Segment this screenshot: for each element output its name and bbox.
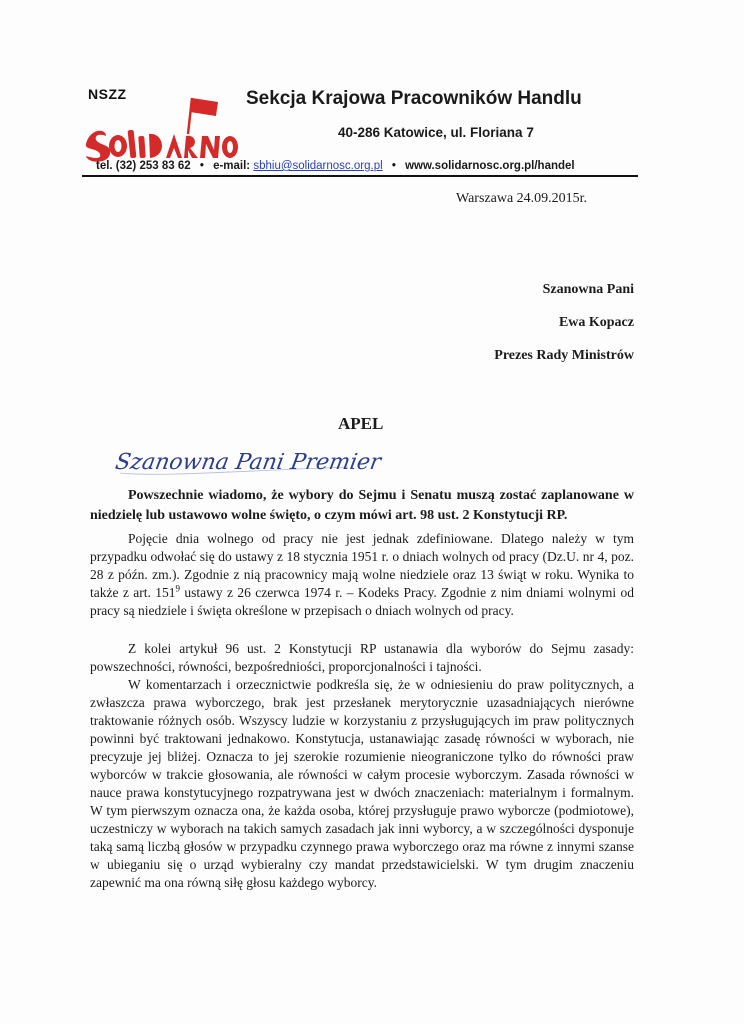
email-label: e-mail: (213, 160, 251, 172)
paragraph-1 (90, 530, 634, 620)
recipient-name: Ewa Kopacz (558, 315, 634, 330)
letter-date: Warszawa 24.09.2015r. (456, 191, 588, 206)
organization-name: Sekcja Krajowa Pracowników Handlu (246, 88, 582, 109)
solidarnosc-logo-graphic (84, 94, 244, 166)
phone-number: tel. (32) 253 83 62 (96, 160, 191, 172)
handwritten-salutation-text: Szanowna Pani Premier (113, 449, 383, 475)
logo-nszz-text: NSZZ (88, 86, 127, 102)
contact-line (96, 160, 636, 172)
paragraph-1-superscript: 9 (175, 583, 180, 594)
organization-address: 40-286 Katowice, ul. Floriana 7 (338, 125, 534, 140)
paragraph-3: W komentarzach i orzecznictwie podkreśla się, że w odniesieniu do praw politycznych, a zwłaszcza prawa wyborczego, brak jest przesłanek merytorycznie uzasadniających nierówne traktowanie różnych osób. Wszyscy ludzie w korzystaniu z przysługujących im praw politycznych powinni być traktowani jednakowo. Konstytucja, ustanawiając zasadę równości w wyborach, nie precyzuje jej bliżej. Oznacza to jej szerokie rozumienie nieograniczone tylko do równości praw wyborców w trakcie głosowania, ale równości w całym procesie wyborczym. Zasada równości w nauce prawa konstytucyjnego rozpatrywana jest w dwóch znaczeniach: materialnym i formalnym. W tym pierwszym oznacza ona, że każda osoba, której przysługuje prawo wyborcze (podmiotowe), uczestniczy w wyborach na takich samych zasadach jak inni wyborcy, a w szczególności dysponuje taką samą liczbą głosów w przypadku czynnego prawa wyborczego oraz ma równe z innymi szanse w ubieganiu się o urząd wybieralny czy mandat przedstawicielski. W tym drugim znaczeniu zapewnić ma ona równą siłę głosu każdego wyborcy. (90, 677, 634, 890)
paragraph-1-text-b: ustawy z 26 czerwca 1974 r. – Kodeks Pracy. Zgodnie z nim dniami wolnymi od pracy są niedziele i święta określone w przepisach o dniach wolnych od pracy. (90, 585, 634, 618)
separator-dot: • (391, 160, 396, 172)
paragraph-2: Z kolei artykuł 96 ust. 2 Konstytucji RP ustanawia dla wyborów do Sejmu zasady: powszechności, równości, bezpośredniości, proporcjonalności i tajności. (90, 641, 634, 674)
lead-paragraph: Powszechnie wiadomo, że wybory do Sejmu i Senatu muszą zostać zaplanowane w niedzielę lub ustawowo wolne święto, o czym mówi art. 98 ust. 2 Konstytucji RP. (90, 488, 634, 523)
letterhead-divider (82, 175, 638, 177)
recipient-salutation: Szanowna Pani (542, 282, 634, 297)
email-link[interactable]: sbhiu@solidarnosc.org.pl (253, 160, 383, 172)
handwritten-salutation (113, 437, 383, 483)
solidarnosc-logo (84, 86, 244, 166)
website-link[interactable]: www.solidarnosc.org.pl/handel (405, 160, 575, 172)
recipient-title: Prezes Rady Ministrów (494, 348, 634, 363)
separator-dot: • (199, 160, 204, 172)
letter-title: APEL (338, 414, 384, 433)
paragraph-1-text-a: Pojęcie dnia wolnego od pracy nie jest jednak zdefiniowane. Dlatego należy w tym przypadku odwołać się do ustawy z 18 stycznia 1951 r. o dniach wolnych od pracy (Dz.U. nr 4, poz. 28 z późn. zm.). Zgodnie z nią pracownicy mają wolne niedziele oraz 13 świąt w roku. Wynika to także z art. 151 (90, 531, 634, 600)
